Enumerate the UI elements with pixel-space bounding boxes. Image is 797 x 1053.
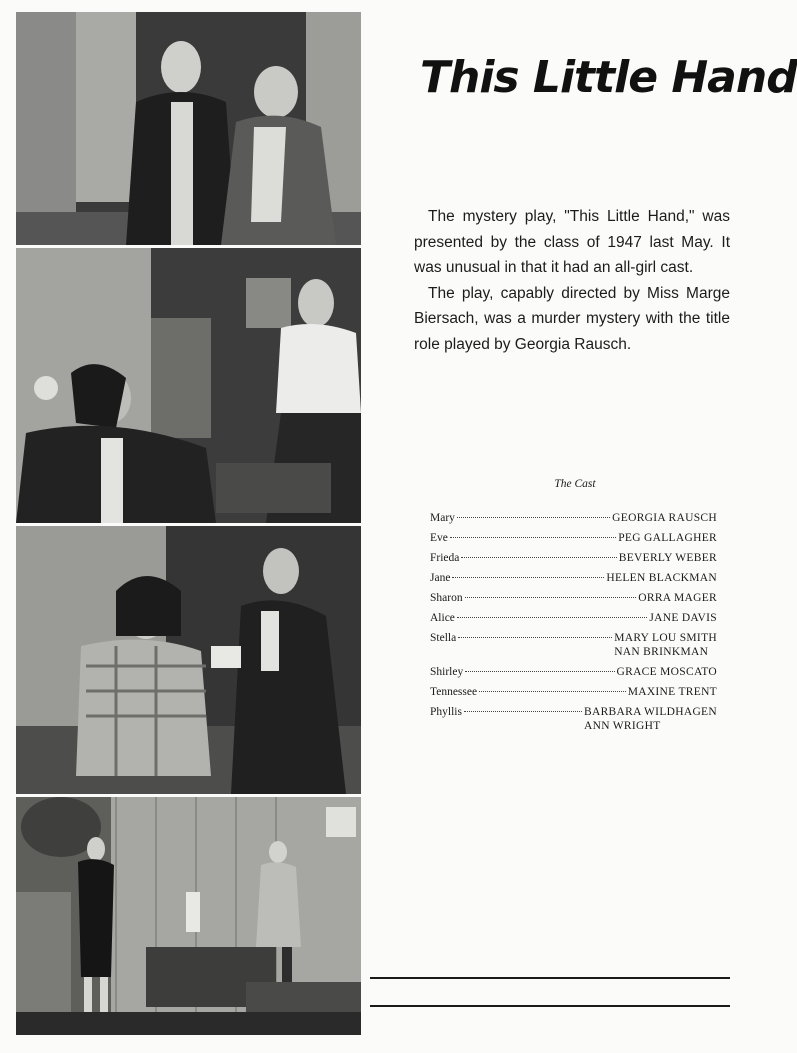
leader-dots [457,517,610,518]
cast-row [430,552,717,564]
cast-row [430,612,717,624]
cast-role: Frieda [430,552,460,564]
cast-row [430,592,717,604]
cast-heading: The Cast [554,478,596,490]
cast-row [430,686,717,698]
cast-row [430,512,717,524]
cast-actor: GEORGIA RAUSCH [612,512,717,524]
cast-role: Tennessee [430,686,478,698]
cast-actor: BEVERLY WEBER [618,552,717,564]
intro-paragraph: The play, capably directed by Miss Marge Biersach, was a murder mystery with the title role played by Georgia Rausch. [414,284,730,353]
cast-actor: PEG GALLAGHER [618,532,717,544]
cast-role: Shirley [430,666,464,678]
leader-dots [461,557,616,558]
cast-actor: HELEN BLACKMAN [606,572,717,584]
cast-row [430,532,717,544]
cast-actor-name: MARY LOU SMITH [614,632,717,644]
cast-actor: JANE DAVIS [649,612,717,624]
cast-row [430,632,717,658]
leader-dots [465,597,637,598]
cast-actor: MAXINE TRENT [627,686,717,698]
horizontal-rule [370,977,730,979]
horizontal-rule [370,1005,730,1007]
cast-row [430,706,717,732]
leader-dots [464,711,582,712]
leader-dots [452,577,604,578]
leader-dots [458,637,612,638]
cast-list [430,512,717,740]
photo-girl-seated-reading [16,526,361,794]
cast-role: Eve [430,532,448,544]
cast-row [430,572,717,584]
cast-actor: ORRA MAGER [638,592,717,604]
leader-dots [479,691,626,692]
cast-actor: GRACE MOSCATO [616,666,717,678]
cast-role: Jane [430,572,451,584]
cast-actor-name: ANN WRIGHT [584,720,661,732]
page-title: This Little Hand [420,52,797,103]
photo-two-girls-surprised [16,12,361,245]
leader-dots [465,671,614,672]
cast-actor-name: NAN BRINKMAN [614,646,709,658]
photo-girl-on-stairs [16,248,361,523]
cast-role: Mary [430,512,455,524]
cast-row [430,666,717,678]
intro-paragraph: The mystery play, "This Little Hand," was presented by the class of 1947 last May. It was unusual in that it had an all-girl cast. [414,208,730,276]
cast-role: Sharon [430,592,463,604]
cast-actor-name: BARBARA WILDHAGEN [584,706,717,718]
cast-actor [614,632,717,658]
leader-dots [457,617,647,618]
cast-role: Phyllis [430,706,462,718]
leader-dots [450,537,616,538]
cast-role: Stella [430,632,457,644]
cast-role: Alice [430,612,455,624]
intro-text [414,204,730,357]
photo-stage-wide-shot [16,797,361,1035]
cast-actor [584,706,717,732]
